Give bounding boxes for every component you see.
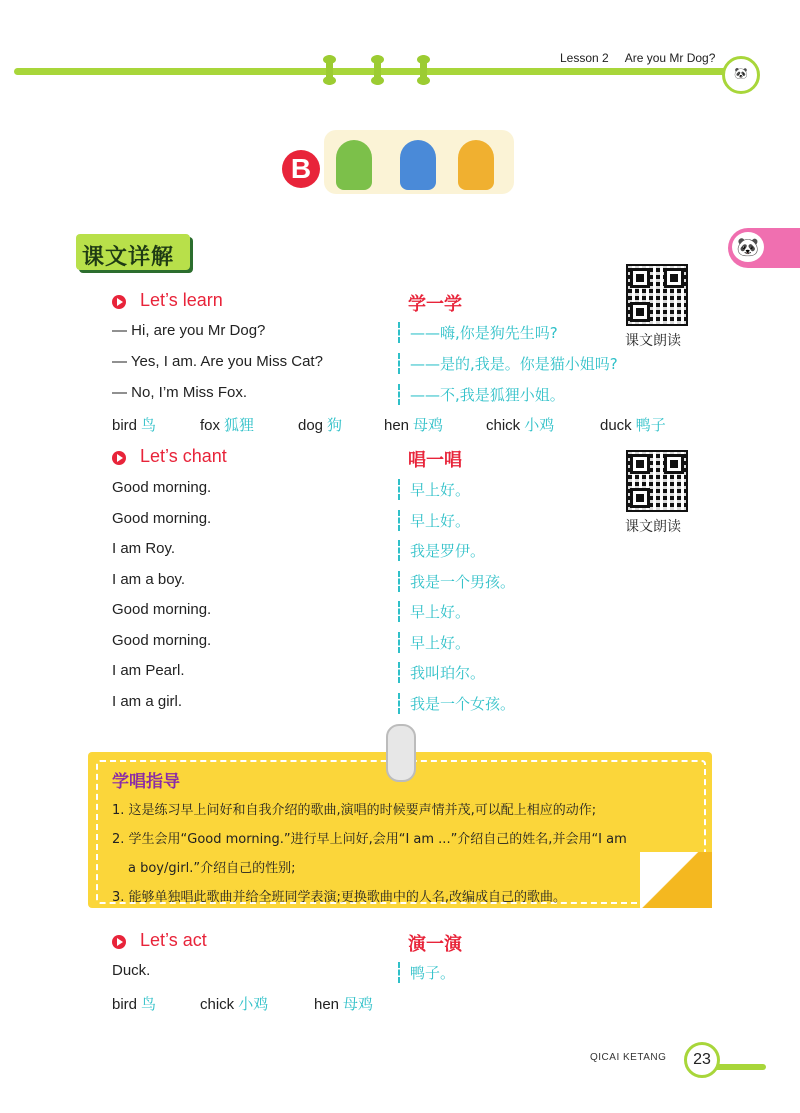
chant-translation: 我叫珀尔。 — [398, 662, 485, 683]
chant-translation: 我是一个男孩。 — [398, 571, 515, 592]
play-icon — [112, 451, 126, 465]
chant-translation: 早上好。 — [398, 510, 470, 531]
qr-code-icon — [626, 264, 688, 326]
chant-line: Good morning. — [112, 479, 212, 496]
dialogue-translation: ——是的,我是。你是猫小姐吗? — [398, 353, 618, 374]
running-header — [560, 51, 715, 65]
act-heading: Let’s act — [140, 930, 207, 950]
chant-heading: Let’s chant — [140, 446, 227, 466]
girl-illustration — [400, 140, 436, 190]
vocab-word: hen 母鸡 — [384, 416, 444, 434]
chant-line: I am a girl. — [112, 693, 183, 710]
qr-caption: 课文朗读 — [625, 519, 681, 535]
chant-heading-zh: 唱一唱 — [408, 450, 462, 471]
chant-translation: 我是罗伊。 — [398, 540, 485, 561]
lesson-number: Lesson 2 — [560, 51, 609, 65]
dialogue-translation: ——不,我是狐狸小姐。 — [398, 384, 565, 405]
page-number: 23 — [684, 1042, 720, 1078]
chant-translation: 早上好。 — [398, 601, 470, 622]
vocab-word: bird 鸟 — [112, 416, 157, 434]
qr-code-icon — [626, 450, 688, 512]
guide-item: 3. 能够单独唱此歌曲并给全班同学表演;更换歌曲中的人名,改编成自己的歌曲。 — [112, 890, 567, 905]
vocab-word: chick 小鸡 — [486, 416, 555, 434]
chant-line: Good morning. — [112, 632, 212, 649]
vocab-word: duck 鸭子 — [600, 416, 666, 434]
act-line: Duck. — [112, 962, 151, 979]
guide-item: 2. 学生会用“Good morning.”进行早上问好,会用“I am ...”介绍自己的姓名,并会用“I am — [112, 832, 627, 847]
chant-translation: 我是一个女孩。 — [398, 693, 515, 714]
lesson-title: Are you Mr Dog? — [624, 51, 716, 65]
vocab-word: chick 小鸡 — [200, 995, 269, 1013]
binder-clip — [326, 55, 333, 85]
section-letter: B — [282, 150, 320, 188]
act-heading-zh: 演一演 — [408, 934, 462, 955]
play-icon — [112, 935, 126, 949]
dialogue-translation: ——嗨,你是狗先生吗? — [398, 322, 558, 343]
guide-item: 1. 这是练习早上问好和自我介绍的歌曲,演唱的时候要声情并茂,可以配上相应的动作; — [112, 803, 597, 818]
learn-heading-zh: 学一学 — [408, 294, 462, 315]
panda-badge-icon: 🐼 — [722, 56, 760, 94]
chant-line: I am Pearl. — [112, 662, 185, 679]
play-icon — [112, 295, 126, 309]
panda-icon: 🐼 — [732, 232, 764, 262]
binder-clip — [420, 55, 427, 85]
vocab-word: dog 狗 — [298, 416, 343, 434]
chant-line: Good morning. — [112, 510, 212, 527]
page-curl — [640, 852, 712, 908]
chant-translation: 早上好。 — [398, 479, 470, 500]
guide-item: a boy/girl.”介绍自己的性别; — [128, 861, 296, 876]
page-title: 课文详解 — [82, 245, 175, 270]
vocab-word: hen 母鸡 — [314, 995, 374, 1013]
act-translation: 鸭子。 — [398, 962, 455, 983]
chant-line: Good morning. — [112, 601, 212, 618]
vocab-word: fox 狐狸 — [200, 416, 255, 434]
chant-line: I am a boy. — [112, 571, 186, 588]
dialogue-line: — Hi, are you Mr Dog? — [112, 322, 266, 339]
qr-caption: 课文朗读 — [625, 333, 681, 349]
paper-clip-icon — [386, 724, 416, 782]
guide-title: 学唱指导 — [112, 772, 180, 792]
vocab-word: bird 鸟 — [112, 995, 157, 1013]
boy-trumpet-illustration — [336, 140, 372, 190]
chant-translation: 早上好。 — [398, 632, 470, 653]
binder-clip — [374, 55, 381, 85]
dialogue-line: — Yes, I am. Are you Miss Cat? — [112, 353, 323, 370]
brand-text: QICAI KETANG — [590, 1052, 667, 1063]
dialogue-line: — No, I’m Miss Fox. — [112, 384, 248, 401]
boy-bat-illustration — [458, 140, 494, 190]
learn-heading: Let’s learn — [140, 290, 223, 310]
chant-line: I am Roy. — [112, 540, 176, 557]
